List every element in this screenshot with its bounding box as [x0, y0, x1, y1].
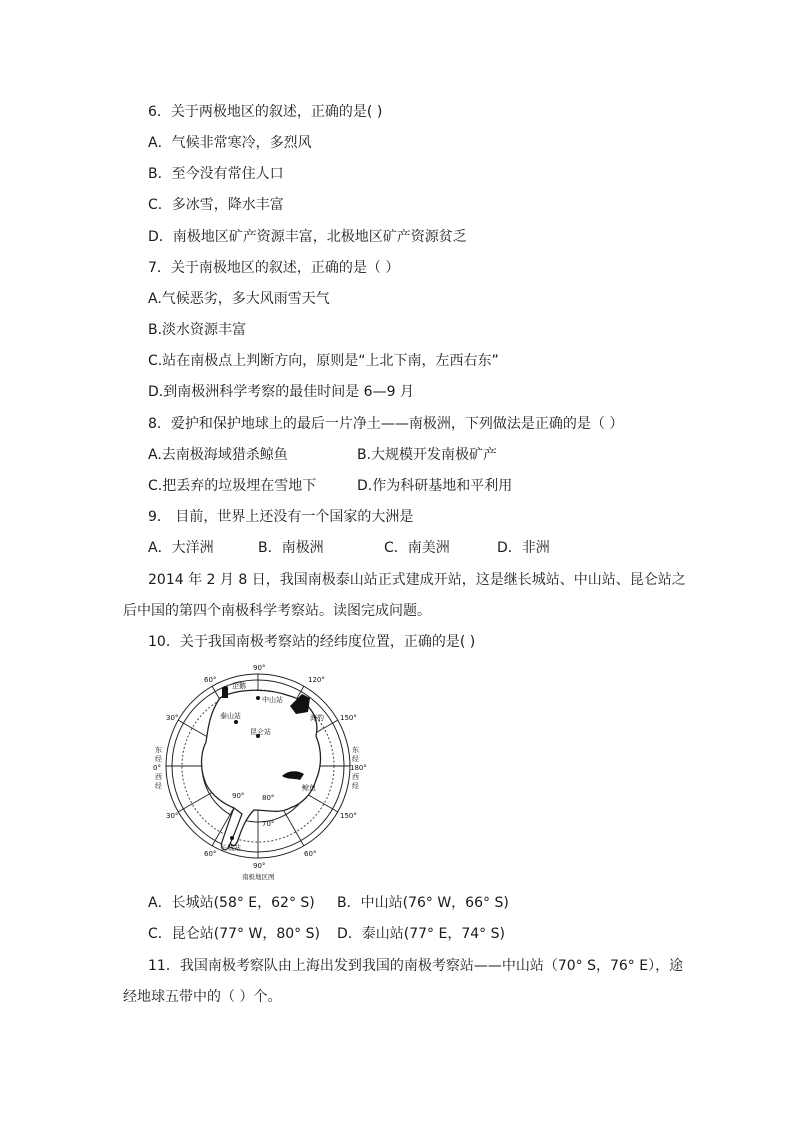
label-150-r: 150°: [340, 714, 357, 722]
q8-option-b: B.大规模开发南极矿产: [357, 447, 498, 463]
zhongshan-marker: [256, 696, 260, 700]
q10-option-c: C．昆仑站(77° W，80° S): [148, 926, 320, 942]
q10-stem: 10．关于我国南极考察站的经纬度位置，正确的是( ): [148, 634, 476, 650]
q9-option-a: A．大洋洲: [148, 540, 214, 556]
label-rwest-2: 经: [352, 782, 359, 790]
q11-line-1: 11．我国南极考察队由上海出发到我国的南极考察站——中山站（70° S，76° E），途: [148, 958, 684, 974]
q10-option-b: B．中山站(76° W，66° S): [337, 895, 509, 911]
label-top-90: 90°: [253, 664, 266, 672]
q7-option-a: A.气候恶劣，多大风雨雪天气: [148, 291, 330, 307]
map-caption: 南极地区图: [242, 873, 275, 881]
q6-option-a: A．气候非常寒冷，多烈风: [148, 135, 312, 151]
label-penguin: 企鹅: [232, 682, 246, 690]
q9-stem: 9． 目前，世界上还没有一个国家的大洲是: [148, 509, 414, 525]
q9-option-c: C．南美洲: [384, 540, 450, 556]
q11-line-2: 经地球五带中的（ ）个。: [123, 989, 282, 1005]
passage-line-2: 后中国的第四个南极科学考察站。读图完成问题。: [123, 603, 431, 619]
q6-option-d: D．南极地区矿产资源丰富，北极地区矿产资源贫乏: [148, 229, 467, 245]
label-west-2: 经: [155, 782, 162, 790]
label-seal: 海豹: [310, 714, 324, 722]
q6-stem: 6．关于两极地区的叙述，正确的是( ): [148, 104, 383, 120]
label-60-bl: 60°: [204, 850, 217, 858]
q8-option-a: A.去南极海域猎杀鲸鱼: [148, 447, 288, 463]
label-reast-2: 经: [352, 755, 359, 763]
label-120-tr: 120°: [308, 676, 325, 684]
q8-option-c: C.把丢弃的垃圾埋在雪地下: [148, 478, 317, 494]
label-kunlun: 昆仑站: [250, 728, 271, 736]
taishan-marker: [234, 720, 238, 724]
label-rwest-1: 西: [352, 773, 359, 781]
label-lat-90: 90°: [232, 792, 245, 800]
label-taishan: 泰山站: [220, 712, 241, 720]
label-bottom-90: 90°: [253, 862, 266, 870]
label-150-br: 150°: [340, 812, 357, 820]
label-west-1: 西: [155, 773, 162, 781]
q10-option-a: A．长城站(58° E，62° S): [148, 895, 315, 911]
q10-option-d: D．泰山站(77° E，74° S): [337, 926, 505, 942]
label-zhongshan: 中山站: [262, 696, 283, 704]
changcheng-marker: [230, 836, 234, 840]
label-30-bl: 30°: [166, 812, 179, 820]
q6-option-c: C．多冰雪，降水丰富: [148, 197, 284, 213]
label-60-br: 60°: [304, 850, 317, 858]
label-whale: 鲸鱼: [302, 784, 316, 792]
label-60-tl: 60°: [204, 676, 217, 684]
q7-option-c: C.站在南极点上判断方向，原则是“上北下南，左西右东”: [148, 353, 499, 369]
label-180: 180°: [350, 764, 367, 772]
label-lat-70: 70°: [262, 820, 275, 828]
q8-stem: 8．爱护和保护地球上的最后一片净土——南极洲，下列做法是正确的是（ ）: [148, 416, 624, 432]
q7-option-d: D.到南极洲科学考察的最佳时间是 6—9 月: [148, 384, 414, 400]
label-east-2: 经: [155, 755, 162, 763]
q8-option-d: D.作为科研基地和平利用: [357, 478, 513, 494]
q9-option-b: B．南极洲: [258, 540, 324, 556]
penguin-icon: [222, 686, 228, 698]
label-30-l: 30°: [166, 714, 179, 722]
q6-option-b: B．至今没有常住人口: [148, 166, 284, 182]
label-east-1: 东: [155, 746, 162, 754]
q7-stem: 7．关于南极地区的叙述，正确的是（ ）: [148, 260, 400, 276]
label-changcheng: 长城站: [220, 844, 241, 852]
q7-option-b: B.淡水资源丰富: [148, 322, 247, 338]
label-lat-80: 80°: [262, 794, 275, 802]
label-0: 0°: [153, 764, 161, 772]
q9-option-d: D．非洲: [497, 540, 550, 556]
passage-line-1: 2014 年 2 月 8 日，我国南极泰山站正式建成开站，这是继长城站、中山站、昆仑站之: [148, 572, 686, 588]
antarctic-map: [150, 658, 370, 886]
label-reast-1: 东: [352, 746, 359, 754]
